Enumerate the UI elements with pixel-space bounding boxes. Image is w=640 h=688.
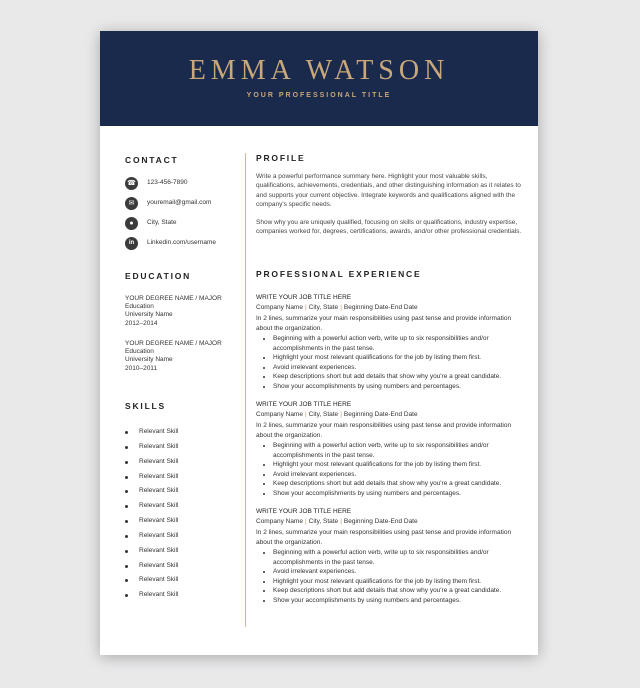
- email-icon: ✉: [125, 197, 138, 210]
- resume-page: [100, 31, 538, 655]
- separator: |: [304, 410, 307, 418]
- profile-credentials: Show why you are uniquely qualified, focusing on skills or qualifications, industry expertise, companies worked for, degrees, certifications, awards, and/or other professional credentials.: [256, 219, 522, 236]
- job-location: City, State: [308, 410, 339, 418]
- skill-label: Relevant Skill: [139, 562, 179, 569]
- job-bullet: • Beginning with a powerful action verb, write up to six responsibilities and/or accomplishments in the past tense.: [273, 441, 526, 460]
- degree-field: Education: [125, 303, 154, 311]
- company-name: Company Name: [256, 410, 303, 418]
- experience-heading: PROFESSIONAL EXPERIENCE: [256, 269, 422, 279]
- job-bullet: • Keep descriptions short but add details that show why you're a great candidate.: [273, 586, 526, 596]
- bullet-icon: [125, 476, 128, 479]
- separator: |: [340, 303, 342, 311]
- bullet-icon: [125, 446, 128, 449]
- job-dates: Beginning Date-End Date: [343, 410, 418, 418]
- job-location: City, State: [308, 303, 339, 311]
- location-icon: ●: [125, 217, 138, 230]
- job-entry: [256, 293, 526, 391]
- job-title: WRITE YOUR JOB TITLE HERE: [256, 294, 352, 301]
- job-meta: [256, 410, 526, 420]
- degree-name: YOUR DEGREE NAME / MAJOR: [125, 340, 222, 347]
- job-bullet: • Keep descriptions short but add details that show why you're a great candidate.: [273, 372, 526, 382]
- job-title: WRITE YOUR JOB TITLE HERE: [256, 508, 352, 515]
- job-bullet: • Highlight your most relevant qualifications for the job by listing them first.: [273, 577, 526, 587]
- separator: |: [340, 410, 342, 418]
- job-intro: In 2 lines, summarize your main responsibilities using past tense and provide information about the organization.: [256, 422, 512, 439]
- bullet-icon: [125, 505, 128, 508]
- skill-label: Relevant Skill: [139, 547, 179, 554]
- bullet-icon: [125, 490, 128, 493]
- resume-header: [100, 31, 538, 126]
- skill-label: Relevant Skill: [139, 502, 179, 509]
- job-meta: [256, 517, 526, 527]
- job-bullet: • Avoid irrelevant experiences.: [273, 567, 526, 577]
- education-years: 2012–2014: [125, 319, 158, 327]
- column-divider: [245, 153, 246, 627]
- linkedin-icon: in: [125, 237, 138, 250]
- contact-phone-text: 123-456-7890: [147, 179, 188, 186]
- job-bullet: • Show your accomplishments by using numbers and percentages.: [273, 382, 526, 392]
- job-intro: In 2 lines, summarize your main responsibilities using past tense and provide information about the organization.: [256, 315, 512, 332]
- job-bullets: [256, 441, 526, 498]
- job-entry: [256, 400, 526, 498]
- university-name: University Name: [125, 356, 173, 364]
- job-bullet: • Show your accomplishments by using numbers and percentages.: [273, 596, 526, 606]
- bullet-icon: [125, 550, 128, 553]
- education-entry: [125, 295, 222, 328]
- job-bullet: • Highlight your most relevant qualifications for the job by listing them first.: [273, 460, 526, 470]
- job-dates: Beginning Date-End Date: [343, 517, 418, 525]
- skills-heading: SKILLS: [125, 401, 167, 411]
- profile-summary: Write a powerful performance summary here. Highlight your most valuable skills, qualifications, achievements, credentials, and other distinguishing information as it relates to and supports your current objective. Integrate keywords and qualifications aligned with the company's specific needs.: [256, 173, 521, 208]
- job-bullet: • Beginning with a powerful action verb, write up to six responsibilities and/or accomplishments in the past tense.: [273, 334, 526, 353]
- phone-icon: ☎: [125, 177, 138, 190]
- bullet-icon: [125, 461, 128, 464]
- profile-heading: PROFILE: [256, 153, 306, 163]
- separator: |: [340, 517, 342, 525]
- bullet-icon: [125, 594, 128, 597]
- bullet-icon: [125, 579, 128, 582]
- job-intro: In 2 lines, summarize your main responsibilities using past tense and provide information about the organization.: [256, 529, 512, 546]
- job-title: WRITE YOUR JOB TITLE HERE: [256, 401, 352, 408]
- job-entry: [256, 507, 526, 605]
- degree-field: Education: [125, 348, 154, 356]
- skill-label: Relevant Skill: [139, 591, 179, 598]
- contact-linkedin-text: Linkedin.com/username: [147, 239, 217, 246]
- skill-label: Relevant Skill: [139, 576, 179, 583]
- job-bullet: • Avoid irrelevant experiences.: [273, 470, 526, 480]
- skill-label: Relevant Skill: [139, 458, 179, 465]
- job-location: City, State: [308, 517, 339, 525]
- job-bullet: • Avoid irrelevant experiences.: [273, 363, 526, 373]
- bullet-icon: [125, 431, 128, 434]
- job-bullet: • Show your accomplishments by using numbers and percentages.: [273, 489, 526, 499]
- education-years: 2010–2011: [125, 364, 158, 372]
- bullet-icon: [125, 520, 128, 523]
- skill-label: Relevant Skill: [139, 443, 179, 450]
- degree-name: YOUR DEGREE NAME / MAJOR: [125, 295, 222, 302]
- bullet-icon: [125, 535, 128, 538]
- contact-email-text: youremail@gmail.com: [147, 199, 212, 206]
- professional-title: YOUR PROFESSIONAL TITLE: [246, 92, 392, 99]
- education-entry: [125, 340, 222, 373]
- skill-label: Relevant Skill: [139, 532, 179, 539]
- job-bullet: • Beginning with a powerful action verb, write up to six responsibilities and/or accomplishments in the past tense.: [273, 548, 526, 567]
- job-dates: Beginning Date-End Date: [343, 303, 418, 311]
- skill-label: Relevant Skill: [139, 473, 179, 480]
- job-bullet: • Keep descriptions short but add details that show why you're a great candidate.: [273, 479, 526, 489]
- separator: |: [304, 517, 307, 525]
- contact-heading: CONTACT: [125, 155, 179, 165]
- company-name: Company Name: [256, 303, 303, 311]
- company-name: Company Name: [256, 517, 303, 525]
- candidate-name: EMMA WATSON: [188, 55, 450, 86]
- bullet-icon: [125, 565, 128, 568]
- skill-label: Relevant Skill: [139, 428, 179, 435]
- education-heading: EDUCATION: [125, 271, 192, 281]
- skill-label: Relevant Skill: [139, 487, 179, 494]
- job-meta: [256, 303, 526, 313]
- job-bullets: [256, 548, 526, 605]
- university-name: University Name: [125, 311, 173, 319]
- job-bullet: • Highlight your most relevant qualifications for the job by listing them first.: [273, 353, 526, 363]
- contact-location-text: City, State: [147, 219, 177, 226]
- job-bullets: [256, 334, 526, 391]
- skill-label: Relevant Skill: [139, 517, 179, 524]
- separator: |: [304, 303, 307, 311]
